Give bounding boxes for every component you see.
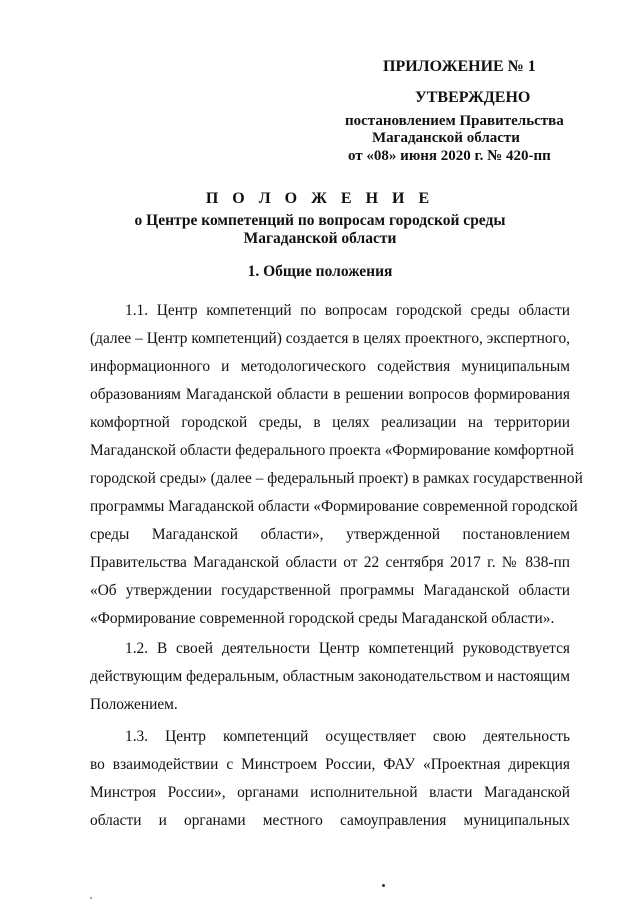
paragraph-line: во взаимодействии с Минстроем России, ФАУ «Проектная дирекция [90, 756, 570, 773]
paragraph-line: комфортной городской среды, в целях реализации на территории [90, 414, 570, 431]
paragraph-line: Магаданской области федерального проекта «Формирование комфортной [90, 442, 575, 459]
paragraph-line: образованиям Магаданской области в решении вопросов формирования [90, 386, 570, 403]
paragraph-line: Положением. [90, 696, 178, 713]
document-subtitle: о Центре компетенций по вопросам городской среды [134, 212, 506, 229]
approved-label: УТВЕРЖДЕНО [415, 89, 531, 106]
paragraph-line: Минстроя России», органами исполнительной власти Магаданской [90, 784, 570, 801]
decree-line: Магаданской области [372, 130, 520, 146]
paragraph-line: городской среды» (далее – федеральный проект) в рамках государственной [90, 470, 583, 487]
paragraph-line: Правительства Магаданской области от 22 сентября 2017 г. № 838-пп [90, 554, 570, 571]
paragraph-line: «Формирование современной городской среды Магаданской области». [90, 610, 555, 627]
paragraph-line: 1.1. Центр компетенций по вопросам городской среды области [125, 302, 570, 319]
paragraph-line: действующим федеральным, областным законодательством и настоящим [90, 668, 570, 685]
paragraph-line: среды Магаданской области», утвержденной постановлением [90, 526, 570, 543]
paragraph-line: 1.2. В своей деятельности Центр компетенций руководствуется [125, 640, 570, 657]
paragraph-line: области и органами местного самоуправления муниципальных [90, 812, 570, 829]
paragraph-line: информационного и методологического содействия муниципальным [90, 358, 570, 375]
appendix-label: ПРИЛОЖЕНИЕ № 1 [383, 58, 536, 75]
paragraph-line: (далее – Центр компетенций) создается в целях проектного, экспертного, [90, 330, 570, 347]
scan-speck [382, 884, 385, 887]
scan-speck [90, 897, 92, 899]
decree-line: постановлением Правительства [345, 113, 564, 129]
document-subtitle: Магаданской области [243, 230, 397, 247]
decree-line: от «08» июня 2020 г. № 420-пп [348, 148, 551, 164]
paragraph-line: программы Магаданской области «Формирование современной городской [90, 498, 578, 515]
paragraph-line: 1.3. Центр компетенций осуществляет свою деятельность [125, 728, 570, 745]
paragraph-line: «Об утверждении государственной программы Магаданской области [90, 582, 570, 599]
section-heading: 1. Общие положения [247, 263, 393, 280]
document-title: П О Л О Ж Е Н И Е [205, 190, 435, 207]
